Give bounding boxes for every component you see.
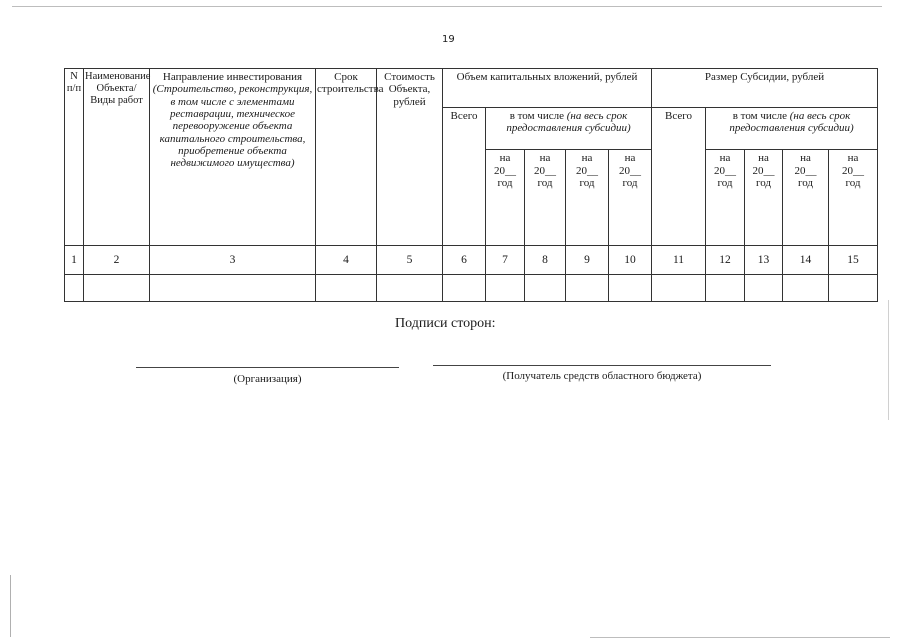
subsidy-including-prefix: в том числе	[732, 110, 787, 122]
empty-cell	[706, 275, 745, 302]
header-subsidy-year-2: на 20__ год	[745, 150, 783, 246]
header-capital-including	[486, 108, 652, 150]
investment-table	[64, 68, 878, 302]
scan-edge-left	[10, 575, 11, 637]
column-number-14: 14	[783, 246, 829, 275]
header-capital-year-2: на 20__ год	[525, 150, 566, 246]
header-subsidy-year-3: на 20__ год	[783, 150, 829, 246]
scan-edge-right	[888, 300, 889, 420]
recipient-caption: (Получатель средств областного бюджета)	[502, 370, 702, 382]
empty-cell	[609, 275, 652, 302]
header-capital-year-3: на 20__ год	[566, 150, 609, 246]
page-number: 19	[442, 34, 455, 45]
empty-cell	[525, 275, 566, 302]
header-subsidy-amount: Размер Субсидии, рублей	[652, 69, 878, 108]
capital-including-prefix: в том числе	[509, 110, 564, 122]
column-number-8: 8	[525, 246, 566, 275]
scan-edge-bottom	[590, 637, 890, 638]
header-capital-year-1: на 20__ год	[486, 150, 525, 246]
header-capital-year-4: на 20__ год	[609, 150, 652, 246]
header-subsidy-year-1: на 20__ год	[706, 150, 745, 246]
column-number-4: 4	[316, 246, 377, 275]
empty-cell	[783, 275, 829, 302]
column-number-2: 2	[84, 246, 150, 275]
empty-cell	[65, 275, 84, 302]
column-number-13: 13	[745, 246, 783, 275]
column-number-7: 7	[486, 246, 525, 275]
capital-including-note: (на весь срок предоставления субсидии)	[506, 110, 631, 135]
signatures-title: Подписи сторон:	[395, 316, 496, 331]
header-subsidy-year-4: на 20__ год	[829, 150, 878, 246]
empty-cell	[150, 275, 316, 302]
investment-direction-note: (Строительство, реконструкция, в том числе с элементами реставрации, техническое перевооружение объекта капитального строительства, приобретение объекта недвижимого имущества)	[152, 83, 313, 170]
header-capital-total: Всего	[443, 108, 486, 246]
empty-cell	[566, 275, 609, 302]
header-object-cost: Стоимость Объекта, рублей	[377, 69, 443, 246]
empty-cell	[829, 275, 878, 302]
empty-cell	[745, 275, 783, 302]
header-subsidy-total: Всего	[652, 108, 706, 246]
recipient-signature-line	[433, 365, 771, 366]
table-row	[65, 275, 878, 302]
column-number-9: 9	[566, 246, 609, 275]
column-number-1: 1	[65, 246, 84, 275]
column-number-6: 6	[443, 246, 486, 275]
header-capital-investment: Объем капитальных вложений, рублей	[443, 69, 652, 108]
empty-cell	[377, 275, 443, 302]
column-number-12: 12	[706, 246, 745, 275]
organization-signature-line	[136, 367, 399, 368]
header-construction-period: Срок строительства	[316, 69, 377, 246]
column-number-5: 5	[377, 246, 443, 275]
empty-cell	[486, 275, 525, 302]
column-number-10: 10	[609, 246, 652, 275]
header-subsidy-including	[706, 108, 878, 150]
header-object-name: Наименование Объекта/ Виды работ	[84, 69, 150, 246]
scan-edge-top	[12, 6, 882, 7]
organization-caption: (Организация)	[233, 373, 302, 385]
column-number-15: 15	[829, 246, 878, 275]
subsidy-including-note: (на весь срок предоставления субсидии)	[729, 110, 854, 135]
empty-cell	[443, 275, 486, 302]
empty-cell	[316, 275, 377, 302]
header-number: N п/п	[65, 69, 84, 246]
column-number-3: 3	[150, 246, 316, 275]
header-investment-direction	[150, 69, 316, 246]
empty-cell	[84, 275, 150, 302]
column-number-11: 11	[652, 246, 706, 275]
empty-cell	[652, 275, 706, 302]
investment-direction-title: Направление инвестирования	[162, 71, 303, 83]
